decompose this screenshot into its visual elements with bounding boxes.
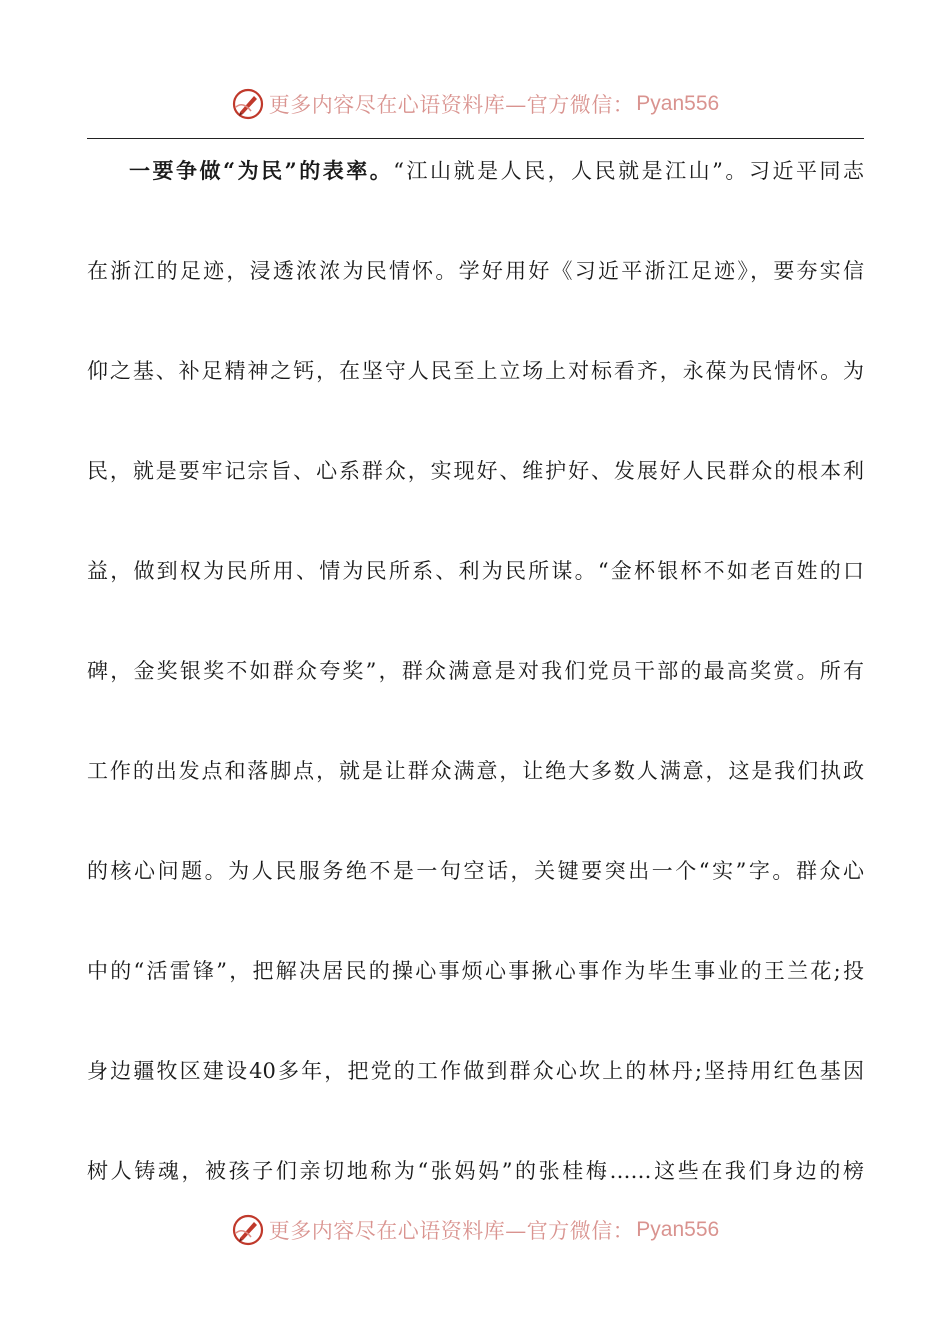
paragraph-line: 益，做到权为民所用、情为民所系、利为民所谋。“金杯银杯不如老百姓的口	[87, 559, 864, 583]
watermark-wechat-id: Pyan556	[636, 1218, 720, 1241]
paragraph-line: 民，就是要牢记宗旨、心系群众，实现好、维护好、发展好人民群众的根本利	[87, 459, 864, 483]
watermark-text: 更多内容尽在心语资料库—官方微信：	[268, 1219, 635, 1243]
pen-logo-icon	[231, 1213, 265, 1247]
watermark-text: 更多内容尽在心语资料库—官方微信：	[268, 93, 635, 117]
pen-logo-icon	[231, 87, 265, 121]
watermark-wechat-id: Pyan556	[636, 92, 720, 115]
paragraph-line: 树人铸魂，被孩子们亲切地称为“张妈妈”的张桂梅……这些在我们身边的榜	[87, 1159, 864, 1183]
paragraph-line: 在浙江的足迹，浸透浓浓为民情怀。学好用好《习近平浙江足迹》，要夯实信	[87, 259, 864, 283]
paragraph-line: 的核心问题。为人民服务绝不是一句空话，关键要突出一个“实”字。群众心	[87, 859, 864, 883]
paragraph-line-text: “江山就是人民，人民就是江山”。习近平同志	[393, 159, 864, 183]
paragraph-line: 仰之基、补足精神之钙，在坚守人民至上立场上对标看齐，永葆为民情怀。为	[87, 359, 864, 383]
paragraph-line: 碑，金奖银奖不如群众夸奖”，群众满意是对我们党员干部的最高奖赏。所有	[87, 659, 864, 683]
footer-watermark	[0, 1212, 950, 1248]
paragraph-lead: 一要争做“为民”的表率。	[129, 158, 394, 183]
header-divider	[87, 138, 864, 139]
header-watermark	[0, 86, 950, 122]
paragraph-line: 中的“活雷锋”，把解决居民的操心事烦心事揪心事作为毕生事业的王兰花;投	[87, 959, 864, 983]
paragraph-line	[87, 146, 864, 246]
paragraph-line: 身边疆牧区建设40多年，把党的工作做到群众心坎上的林丹;坚持用红色基因	[87, 1059, 864, 1083]
paragraph-line: 工作的出发点和落脚点，就是让群众满意，让绝大多数人满意，这是我们执政	[87, 759, 864, 783]
document-body	[87, 146, 864, 1246]
